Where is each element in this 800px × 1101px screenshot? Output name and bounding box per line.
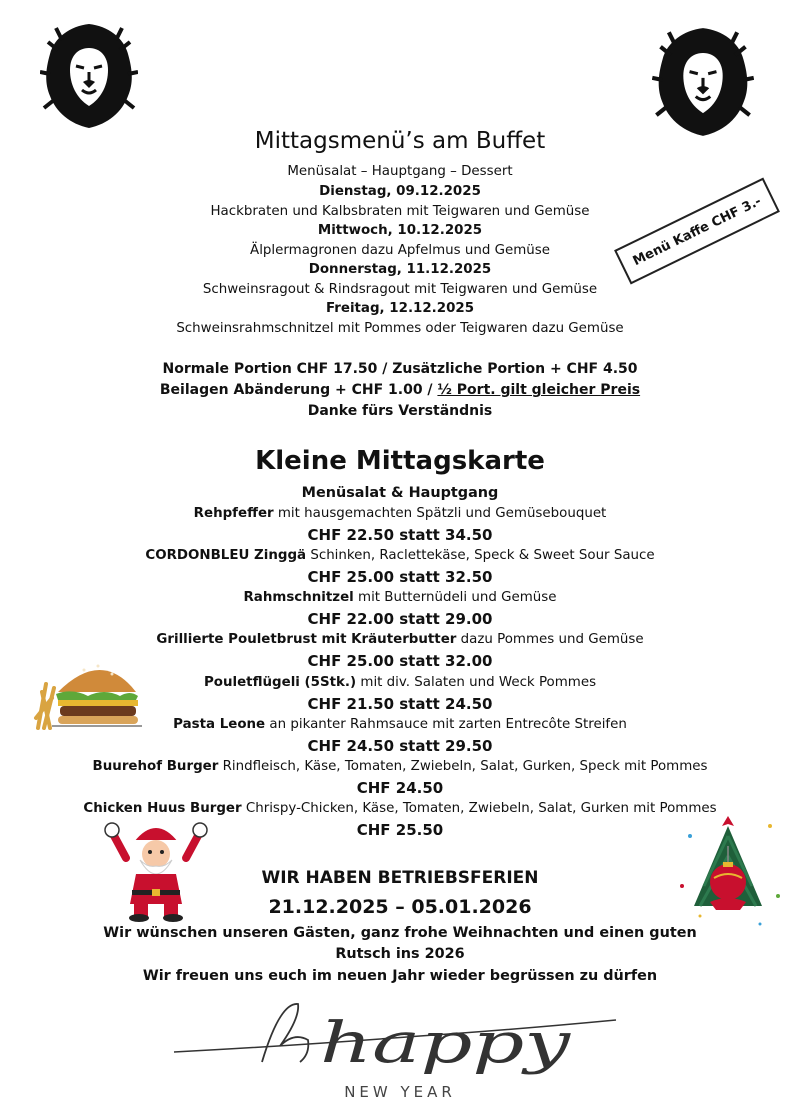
menu-item-price: CHF 24.50 bbox=[356, 779, 444, 797]
menu-item bbox=[0, 590, 800, 605]
holiday-dates: 21.12.2025 – 05.01.2026 bbox=[268, 896, 532, 918]
buffet-day-1: Dienstag, 09.12.2025 bbox=[319, 184, 481, 199]
menu-item-price: CHF 22.50 statt 34.50 bbox=[307, 526, 493, 544]
menu-item-desc: mit hausgemachten Spätzli und Gemüsebouquet bbox=[273, 506, 607, 521]
menu-item-desc: Schinken, Raclettekäse, Speck & Sweet Sour Sauce bbox=[306, 548, 655, 563]
menu-item-name: Pouletflügeli (5Stk.) bbox=[203, 675, 357, 690]
half-portion-note: ½ Port. gilt gleicher Preis bbox=[437, 382, 641, 398]
karte-title: Kleine Mittagskarte bbox=[255, 446, 545, 476]
holiday-heading: WIR HABEN BETRIEBSFERIEN bbox=[261, 868, 539, 888]
new-year-text: NEW YEAR bbox=[344, 1083, 456, 1101]
menu-item-name: Pasta Leone bbox=[173, 717, 266, 732]
happy-script bbox=[170, 996, 620, 1080]
menu-item bbox=[0, 759, 800, 774]
menu-item-price: CHF 22.00 statt 29.00 bbox=[307, 610, 493, 628]
sides-price-text: Beilagen Abänderung + CHF 1.00 / bbox=[159, 382, 438, 398]
holiday-wish-1: Wir wünschen unseren Gästen, ganz frohe Weihnachten und einen guten bbox=[103, 925, 697, 941]
menu-item-price: CHF 25.50 bbox=[356, 821, 444, 839]
buffet-dish-2: Älplermagronen dazu Apfelmus und Gemüse bbox=[250, 243, 550, 258]
menu-item-price: CHF 24.50 statt 29.50 bbox=[307, 737, 493, 755]
lion-head-icon bbox=[40, 20, 138, 132]
menu-item bbox=[0, 506, 800, 521]
buffet-day-2: Mittwoch, 10.12.2025 bbox=[317, 223, 483, 238]
portion-price: Normale Portion CHF 17.50 / Zusätzliche Portion + CHF 4.50 bbox=[162, 361, 638, 377]
menu-item-price: CHF 25.00 statt 32.00 bbox=[307, 652, 493, 670]
menu-item-name: Rahmschnitzel bbox=[243, 590, 354, 605]
menu-item-price: CHF 21.50 statt 24.50 bbox=[307, 695, 493, 713]
holiday-wish-3: Wir freuen uns euch im neuen Jahr wieder begrüssen zu dürfen bbox=[142, 968, 658, 984]
menu-item-desc: Rindfleisch, Käse, Tomaten, Zwiebeln, Salat, Gurken, Speck mit Pommes bbox=[218, 759, 708, 774]
holiday-wish-2: Rutsch ins 2026 bbox=[335, 946, 465, 962]
menu-item bbox=[0, 632, 800, 647]
burger-icon bbox=[32, 648, 144, 732]
buffet-subtitle: Menüsalat – Hauptgang – Dessert bbox=[287, 164, 513, 179]
menu-item-name: Chicken Huus Burger bbox=[83, 801, 242, 816]
thanks-note: Danke fürs Verständnis bbox=[307, 403, 493, 419]
menu-item-desc: an pikanter Rahmsauce mit zarten Entrecôte Streifen bbox=[265, 717, 627, 732]
menu-item-desc: mit div. Salaten und Weck Pommes bbox=[356, 675, 597, 690]
sides-price bbox=[0, 382, 800, 398]
menu-item bbox=[0, 548, 800, 563]
buffet-title: Mittagsmenü’s am Buffet bbox=[254, 128, 546, 154]
coffee-price-label: Menü Kaffe CHF 3.- bbox=[630, 193, 764, 269]
happy-script-text: happy bbox=[320, 1011, 572, 1076]
menu-item-desc: mit Butternüdeli und Gemüse bbox=[353, 590, 557, 605]
buffet-dish-1: Hackbraten und Kalbsbraten mit Teigwaren und Gemüse bbox=[210, 204, 590, 219]
menu-item-name: Grillierte Pouletbrust mit Kräuterbutter bbox=[156, 632, 457, 647]
menu-item-name: CORDONBLEU Zinggä bbox=[145, 548, 307, 563]
menu-item-name: Buurehof Burger bbox=[92, 759, 219, 774]
menu-item-desc: dazu Pommes und Gemüse bbox=[456, 632, 644, 647]
buffet-day-3: Donnerstag, 11.12.2025 bbox=[308, 262, 492, 277]
menu-item-desc: Chrispy-Chicken, Käse, Tomaten, Zwiebeln, Salat, Gurken mit Pommes bbox=[241, 801, 717, 816]
lion-head-icon bbox=[652, 24, 754, 140]
menu-item-name: Rehpfeffer bbox=[193, 506, 274, 521]
buffet-dish-4: Schweinsrahmschnitzel mit Pommes oder Teigwaren dazu Gemüse bbox=[176, 321, 624, 336]
buffet-dish-3: Schweinsragout & Rindsragout mit Teigwaren und Gemüse bbox=[202, 282, 598, 297]
menu-item-price: CHF 25.00 statt 32.50 bbox=[307, 568, 493, 586]
buffet-day-4: Freitag, 12.12.2025 bbox=[325, 301, 475, 316]
karte-subtitle: Menüsalat & Hauptgang bbox=[301, 485, 499, 501]
